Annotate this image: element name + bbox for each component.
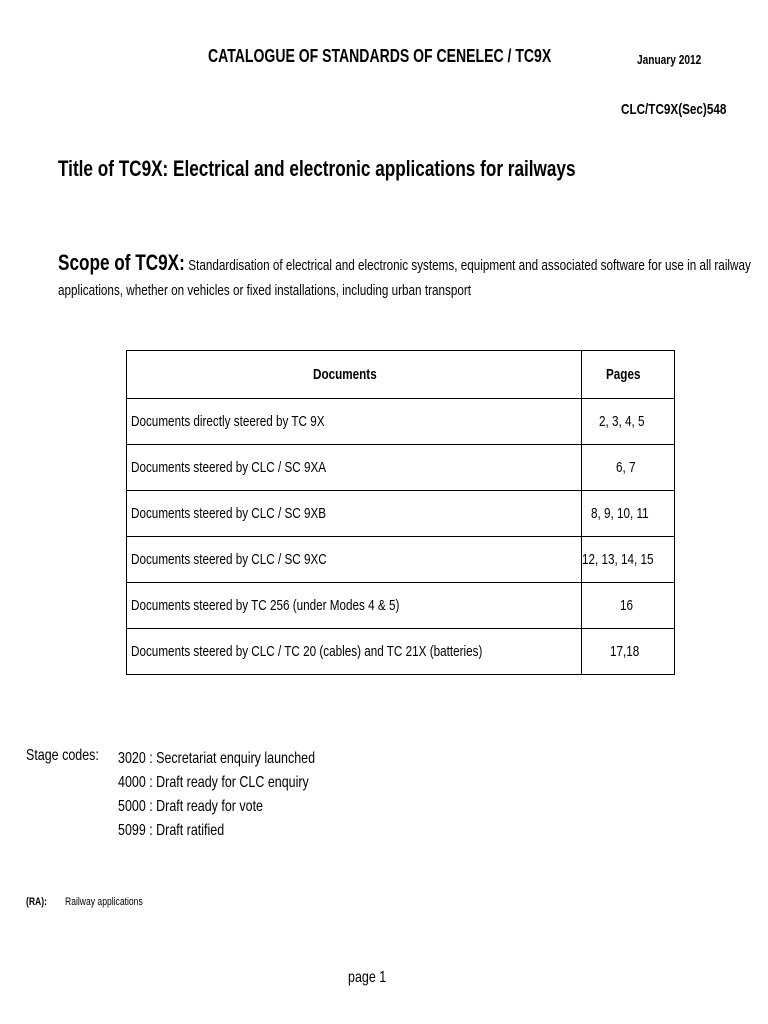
catalogue-title: CATALOGUE OF STANDARDS OF CENELEC / TC9X <box>208 46 552 66</box>
committee-title: Title of TC9X: Electrical and electronic applications for railways <box>58 156 576 181</box>
stage-codes-label: Stage codes: <box>26 747 99 764</box>
pages-cell: 6, 7 <box>582 445 675 491</box>
pages-cell: 2, 3, 4, 5 <box>582 399 675 445</box>
table-row <box>127 491 675 537</box>
stage-code-item: 5099 : Draft ratified <box>118 822 225 839</box>
table-row <box>127 583 675 629</box>
page-number: page 1 <box>348 969 387 986</box>
abbreviation-meaning: Railway applications <box>65 896 143 908</box>
table-header-row <box>127 351 675 399</box>
column-header-documents: Documents <box>127 351 582 399</box>
pages-cell: 12, 13, 14, 15 <box>582 537 675 583</box>
documents-cell: Documents directly steered by TC 9X <box>127 399 582 445</box>
scope-label: Scope of TC9X: <box>58 250 185 275</box>
documents-cell: Documents steered by CLC / SC 9XA <box>127 445 582 491</box>
documents-cell: Documents steered by CLC / TC 20 (cables) and TC 21X (batteries) <box>127 629 582 675</box>
abbreviation-code: (RA): <box>26 896 47 908</box>
stage-code-item: 5000 : Draft ready for vote <box>118 798 263 815</box>
stage-code-item: 4000 : Draft ready for CLC enquiry <box>118 774 309 791</box>
table-row <box>127 537 675 583</box>
catalogue-date: January 2012 <box>637 52 702 67</box>
table-row <box>127 399 675 445</box>
scope-text-line1: Standardisation of electrical and electronic systems, equipment and associated software for use in all railway <box>188 257 751 274</box>
stage-codes-list <box>118 747 371 843</box>
table-row <box>127 445 675 491</box>
scope-text-line2: applications, whether on vehicles or fixed installations, including urban transport <box>58 282 471 299</box>
documents-cell: Documents steered by CLC / SC 9XB <box>127 491 582 537</box>
pages-cell: 16 <box>582 583 675 629</box>
documents-table <box>126 350 675 675</box>
documents-cell: Documents steered by CLC / SC 9XC <box>127 537 582 583</box>
stage-code-item: 3020 : Secretariat enquiry launched <box>118 750 316 767</box>
table-row <box>127 629 675 675</box>
documents-cell: Documents steered by TC 256 (under Modes 4 & 5) <box>127 583 582 629</box>
document-reference: CLC/TC9X(Sec)548 <box>621 101 727 118</box>
pages-cell: 17,18 <box>582 629 675 675</box>
column-header-pages: Pages <box>582 351 675 399</box>
pages-cell: 8, 9, 10, 11 <box>582 491 675 537</box>
